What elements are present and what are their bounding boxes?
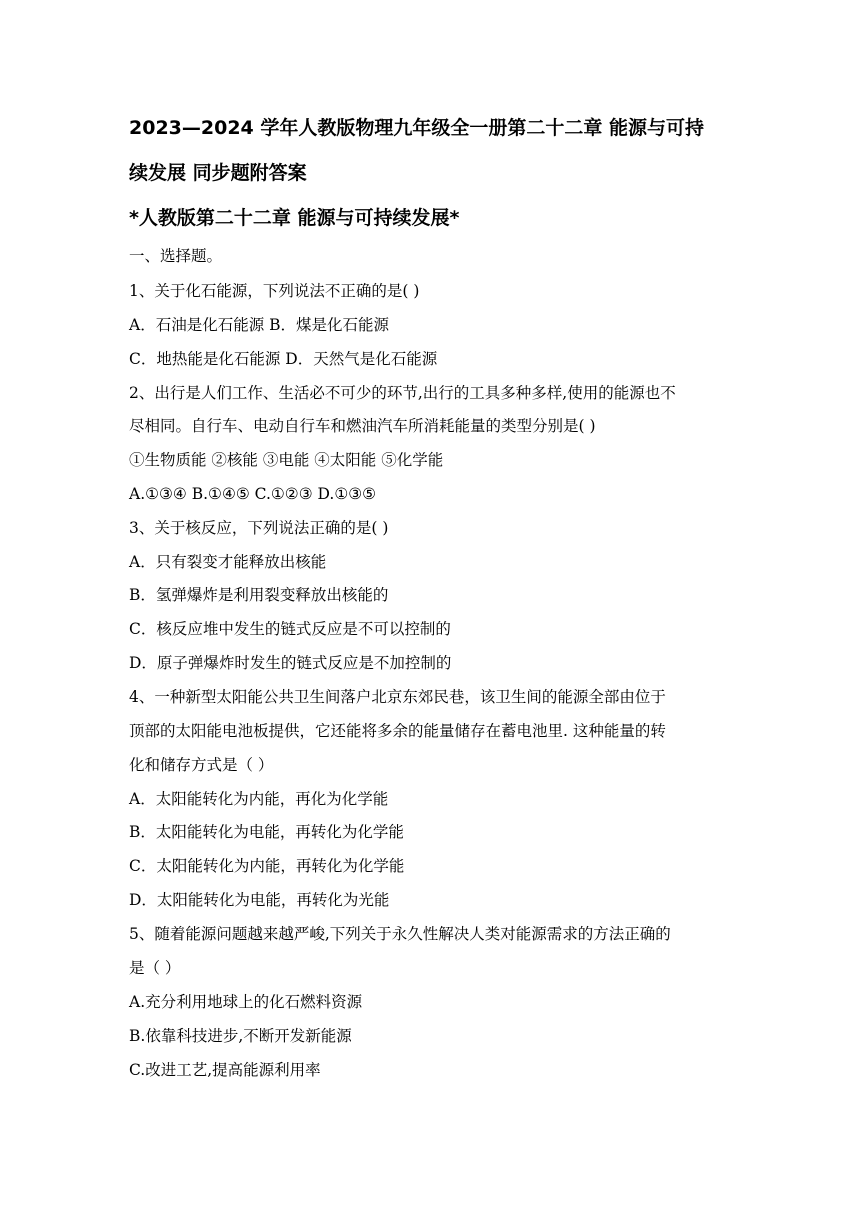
question-2-stem-line-1: 2、出行是人们工作、生活必不可少的环节,出行的工具多种多样,使用的能源也不 [129, 384, 676, 402]
question-4-option-a: A．太阳能转化为内能，再化为化学能 [129, 790, 389, 808]
question-3-option-d: D．原子弹爆炸时发生的链式反应是不加控制的 [129, 654, 452, 672]
question-1-options-row-2: C．地热能是化石能源 D．天然气是化石能源 [129, 350, 438, 368]
question-5-option-a: A.充分利用地球上的化石燃料资源 [129, 993, 363, 1011]
question-5-stem-line-2: 是（ ） [129, 959, 181, 977]
question-4-stem-line-1: 4、一种新型太阳能公共卫生间落户北京东郊民巷，该卫生间的能源全部由位于 [129, 688, 666, 706]
question-3-option-c: C．核反应堆中发生的链式反应是不可以控制的 [129, 620, 451, 638]
question-5-stem-line-1: 5、随着能源问题越来越严峻,下列关于永久性解决人类对能源需求的方法正确的 [129, 925, 671, 943]
document-subtitle: *人教版第二十二章 能源与可持续发展* [129, 207, 460, 229]
section-heading: 一、选择题。 [129, 247, 223, 265]
question-4-option-d: D．太阳能转化为电能，再转化为光能 [129, 891, 390, 909]
question-3-stem: 3、关于核反应，下列说法正确的是( ) [129, 519, 389, 537]
question-1-options-row-1: A．石油是化石能源 B．煤是化石能源 [129, 316, 390, 334]
question-4-option-c: C．太阳能转化为内能，再转化为化学能 [129, 857, 405, 875]
document-title-line-1: 2023—2024 学年人教版物理九年级全一册第二十二章 能源与可持 [129, 117, 704, 139]
document-title-line-2: 续发展 同步题附答案 [129, 162, 307, 184]
question-2-stem-line-2: 尽相同。自行车、电动自行车和燃油汽车所消耗能量的类型分别是( ) [129, 417, 596, 435]
question-3-option-b: B．氢弹爆炸是利用裂变释放出核能的 [129, 586, 389, 604]
question-5-option-b: B.依靠科技进步,不断开发新能源 [129, 1027, 352, 1045]
question-4-option-b: B．太阳能转化为电能，再转化为化学能 [129, 823, 404, 841]
question-4-stem-line-3: 化和储存方式是（ ） [129, 756, 274, 774]
question-5-option-c: C.改进工艺,提高能源利用率 [129, 1061, 321, 1079]
question-1-stem: 1、关于化石能源，下列说法不正确的是( ) [129, 282, 420, 300]
question-3-option-a: A．只有裂变才能释放出核能 [129, 553, 327, 571]
question-4-stem-line-2: 顶部的太阳能电池板提供，它还能将多余的能量储存在蓄电池里. 这种能量的转 [129, 722, 666, 740]
question-2-options: A.①③④ B.①④⑤ C.①②③ D.①③⑤ [129, 485, 377, 503]
question-2-energy-list: ①生物质能 ②核能 ③电能 ④太阳能 ⑤化学能 [129, 451, 444, 469]
